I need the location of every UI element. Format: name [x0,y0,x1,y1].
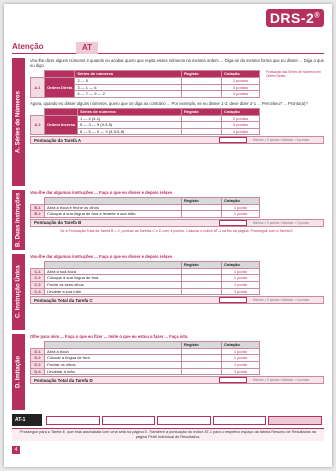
drs2-logo: DRS-2® [266,9,324,27]
table-row: B.2 Coloque a sua língua de fora e levante a sua mão 1 ponto [31,211,260,218]
section-d [12,334,324,410]
record-cell[interactable] [182,268,222,275]
section-b [12,190,324,250]
record-cell[interactable] [182,281,222,288]
table-row: D.4 Levantar a mão 1 ponto [31,368,260,375]
record-cell[interactable] [182,91,222,98]
record-cell[interactable] [182,204,222,211]
table-row: 8 — 5 — 9 — 3 (3-9-5-8) 4 pontos [31,128,260,135]
table-row: 4 — 7 — 9 — 2 4 pontos [31,91,260,98]
table-row: B.1 Abra a boca e feche os olhos 1 ponto [31,204,260,211]
at1-index-row [12,414,324,426]
record-cell[interactable] [182,288,222,295]
section-d-instruction: Olhe para mim ... Faça o que eu fizer ... Imite o que eu estou a fazer ... Faça isto. [30,334,189,339]
section-b-instruction: Vou-lhe dar algumas instruções ... Faça o que eu disser e depois relaxe. [30,190,174,195]
section-b-rule: Se a Pontuação Total da Tarefa B = 2, pontuar as Tarefas C e D com 4 pontos. Calcular o índice AT-1 na fim da página. Prosseguir com a Tarefa E. [60,228,294,233]
table-row: A.1 Ordem Direta 2 — 5 2 pontos [31,78,260,85]
task-c-total: Pontuação Total da Tarefa C Mínimo = 0 pontos / Máximo = 4 pontos [30,296,324,304]
record-cell[interactable] [182,368,222,375]
table-row: 3 — 1 — 6 3 pontos [31,84,260,91]
record-cell[interactable] [182,275,222,282]
footer-instruction: Prosseguir para a Tarefa E, que está assinalada com uma seta na página 5. Transferir a pontuação do índice AT-1 para o respetivo espaço da tabela Resumo de Resultados na página Perfil Individual de Resultados. [12,428,324,441]
table-row: C.1 Abra a sua boca 1 ponto [31,268,260,275]
record-cell[interactable] [182,78,222,85]
task-a-score-box[interactable] [219,137,247,143]
at1-label: AT-1 [12,414,42,426]
a1-table: Séries de números Registo Cotação A.1 Ordem Direta 2 — 5 2 pontos 3 — 1 — 6 3 pontos 4 — 7 — 9 — 2 4 pontos [30,70,260,97]
table-row: C.4 Levante a sua mão 1 ponto [31,288,260,295]
section-a [12,58,324,186]
a1-note: Pontuação das Séries de Números em Ordem Direta [266,70,321,79]
a2-name: Ordem Inversa [45,115,78,135]
section-code: AT [76,42,98,54]
table-row: D.1 Abra a boca 1 ponto [31,348,260,355]
section-a-instruction-1: Vou-lhe dizer alguns números e quando eu acabar quero que repita esses números na mesma ordem ... Diga-os da mesma forma que eu disser ... Diga o que eu digo. [30,58,324,69]
record-cell[interactable] [182,84,222,91]
table-row: A.2 Ordem Inversa 1 — 4 (4-1) 2 pontos [31,115,260,122]
a2-label: A.2 [31,115,45,135]
at1-cell-d[interactable] [213,416,267,425]
section-c-instruction: Vou-lhe dar algumas instruções ... Faça o que eu disser e depois relaxe. [30,254,174,259]
section-c [12,254,324,330]
page-number: 4 [12,446,20,454]
table-row: D.3 Fechar os olhos 1 ponto [31,361,260,368]
at1-cell-a[interactable] [46,416,100,425]
section-a-tab: A. Séries de Números [12,58,25,186]
record-cell[interactable] [182,348,222,355]
section-d-tab: D. Imitação [12,334,25,410]
task-a-total: Pontuação da Tarefa A Mínimo = 0 pontos / Máximo = 8 pontos [30,136,324,144]
section-c-tab: C. Instrução Única [12,254,25,330]
record-cell[interactable] [182,122,222,129]
table-row: C.3 Feche os seus olhos 1 ponto [31,281,260,288]
a1-name: Ordem Direta [45,78,75,98]
table-row: D.2 Colocar a língua de fora 1 ponto [31,355,260,362]
a1-label: A.1 [31,78,45,98]
section-b-tab: B. Duas Instruções [12,190,25,250]
c-table: Registo Cotação C.1 Abra a sua boca 1 ponto C.2 Coloque a sua língua de fora 1 ponto C.3 Feche os seus olhos 1 ponto C.4 Levante a sua mão 1 ponto [30,261,260,295]
task-d-score-box[interactable] [219,377,247,383]
task-b-score-box[interactable] [219,220,247,226]
task-b-total: Pontuação da Tarefa B Mínimo = 0 pontos / Máximo = 2 pontos [30,219,324,227]
at1-cell-total[interactable] [268,416,322,425]
task-d-total: Pontuação Total da Tarefa D Mínimo = 0 pontos / Máximo = 4 pontos [30,376,324,384]
b-table: Registo Cotação B.1 Abra a boca e feche os olhos 1 ponto B.2 Coloque a sua língua de fora e levante a sua mão 1 ponto [30,197,260,218]
d-table: Registo Cotação D.1 Abra a boca 1 ponto D.2 Colocar a língua de fora 1 ponto D.3 Fechar os olhos 1 ponto D.4 Levantar a mão 1 ponto [30,341,260,375]
at1-cell-c[interactable] [157,416,211,425]
attention-header [12,42,324,54]
record-cell[interactable] [182,128,222,135]
a2-table: Séries de números Registo Cotação A.2 Ordem Inversa 1 — 4 (4-1) 2 pontos 5 — 3 — 9 (9-3-5) 3 pontos 8 — 5 — 9 — 3 (3-9-5-8) 4 pontos [30,108,260,135]
table-row: 5 — 3 — 9 (9-3-5) 3 pontos [31,122,260,129]
record-cell[interactable] [182,355,222,362]
record-cell[interactable] [182,361,222,368]
record-cell[interactable] [182,115,222,122]
record-cell[interactable] [182,211,222,218]
task-c-score-box[interactable] [219,297,247,303]
table-row: C.2 Coloque a sua língua de fora 1 ponto [31,275,260,282]
section-a-instruction-2: Agora, quando eu disser alguns números, quero que os diga ao contrário ... Por exemplo, se eu disser 1-2, deve dizer 2-1 ... Percebeu? ... Pronto(a)? [30,100,308,106]
at1-cell-b[interactable] [102,416,156,425]
form-page [4,4,332,467]
section-title: Atenção [12,42,44,51]
